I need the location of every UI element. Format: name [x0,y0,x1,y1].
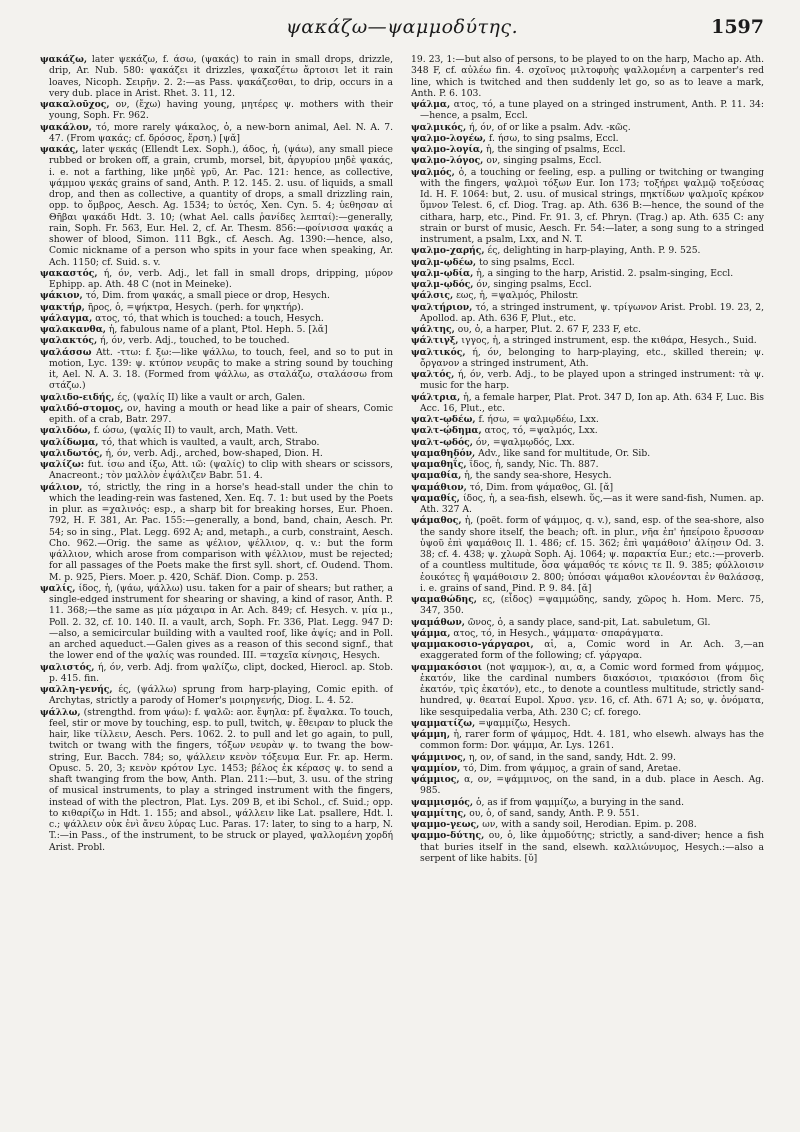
entry-definition: ον, (ἔχω) having young, μητέρες ψ. mothers with their young, Soph. Fr. 962. [49,99,393,122]
entry-headword: ψαμαθώδης, [411,594,477,605]
entry-headword: ψαμμο-γεως, [411,819,480,830]
entry-definition: ὁ, as if from ψαμμίζω, a burying in the sand. [475,796,685,808]
entry-headword: ψάλλω, [40,706,81,718]
entry-headword: ψαλιδωτός, [40,447,103,459]
entry-definition: ου, ὁ, like ἀμμοδύτης; strictly, a sand-diver; hence a fish that buries itself in the sand, elsewh. καλλιώνυμος, Hesych.:—also a serpent of like habits. [ῠ] [420,830,764,864]
entry-definition: τό, more rarely ψάκαλος, ὁ, a new-born animal, Ael. N. A. 7. 47. (From ψακάς; cf. δρόσος, ἕρση.) [ψᾰ] [49,121,393,144]
dictionary-entry [40,302,393,313]
entry-headword: ψαλακτός, [40,335,98,347]
entry-headword: ψαλακανθα, [40,324,106,335]
dictionary-entry [411,302,764,325]
dictionary-entry [411,482,764,493]
entry-headword: ψαμαθία, [411,470,462,482]
entry-definition: ἡ, (poët. form of ψάμμος, q. v.), sand, esp. of the sea-shore, also the sandy shore itself, the beach; oft. in plur., νῆα ἐπ' ἠπείροιο ἔρυσσαν ὑψοῦ ἐπὶ ψαμάθοις Il. 1. 486; cf. 15. 362; ἐπὶ ψαμάθοισ' ἁλίῃσιν Od. 3. 38; cf. 4. 438; ψ. χλωρὰ Soph. Aj. 1064; ψ. παρακτία Eur.; etc.:—proverb. of a countless multitude, ὅσα ψάμαθός τε κόνις τε Il. 9. 385; φύλλοισιν ἐοικότες ἢ ψαμάθοισιν 2. 800; ὑπόσαι ψάμαθοι κλονέονται ἐν θαλάσσᾳ, i. e. grains of sand, Pind. P. 9. 84. [ᾰ] [420,515,764,594]
entry-definition: ίδος, ἡ, (ψάω, ψάλλω) usu. taken for a pair of shears; but rather, a single-edged instrument for shearing or shaving, a kind of rasor, Anth. P. 11. 368;—the same as μία μάχαιρα in Ar. Ach. 849; cf. Hesych. v. μία μ., Poll. 2. 32, cf. 10. 140. II. a vault, arch, Soph. Fr. 336, Plat. Legg. 947 D:—also, a semicircular building with a vaulted roof, like ἁψίς; and in Poll. an arched aqueduct.—Galen gives as a reason of this second signf., that the lower end of the ψαλίς was rounded. III. =ταχεῖα κίνησις, Hesych. [49,582,393,662]
dictionary-entry [40,144,393,268]
entry-definition: to sing psalms, Eccl. [479,256,575,268]
entry-definition: ων, with a sandy soil, Herodian. Epim. p. 208. [482,819,697,830]
entry-definition: =ψαμμίζω, Hesych. [478,717,571,729]
dictionary-entry [40,54,393,99]
entry-headword: ψαλμο-λογία, [411,144,484,155]
entry-definition: (strengthd. from ψάω): f. ψαλῶ: aor. ἔψηλα: pf. ἔψαλκα. To touch, feel, stir or move by touching, esp. to pull, twitch, ψ. ἔθειραν to pluck the hair, like τίλλειν, Aesch. Pers. 1062. 2. to pull and let go again, to pull, twitch or twang with the fingers, τόξων νευρὰν ψ. to twang the bow-string, Eur. Bacch. 784; so, ψάλλειν κενὸν τόξευμα Eur. Fr. ap. Herm. Opusc. 5. 20, 3; κενὸν κρότον Lyc. 1453; βέλος ἐκ κέρασς ψ. to send a shaft twanging from the bow, Anth. Plan. 211:—but, 3. usu. of the string of musical instruments, to play a stringed instrument with the fingers, instead of with the plectron, Plat. Lys. 209 B, et ibi Schol., cf. Suid.; opp. to κιθαρίζω in Hdt. 1. 155; and absol., ψάλλειν like Lat. psallere, Hdt. l. c.; ψάλλειν οὐκ ἐνὶ ἄνευ λύρας Luc. Paras. 17: later, to sing to a harp, N. T.:—in Pass., of the instrument, to be struck or played, ψαλλομένη χορδή Arist. Probl. [49,706,393,853]
entry-definition: όν, =ψαλμῳδός, Lxx. [475,436,575,448]
entry-headword: ψακάζω, [40,54,88,65]
entry-definition: ατος, τό, that which is touched: a touch, Hesych. [95,312,324,324]
dictionary-entry [411,54,764,99]
entry-definition: ιγγος, ἡ, a stringed instrument, esp. the κιθάρα, Hesych., Suid. [461,335,757,347]
entry-headword: ψακτήρ, [40,301,85,313]
entry-definition: τό, strictly, the ring in a horse's head-stall under the chin to which the leading-rein was fastened, Xen. Eq. 7. 1: but used by the Poets in plur. as =χαλινός: esp., a sharp bit for breaking horses, Eur. Phoen. 792, H. F. 381, Ar. Pac. 155:—generally, a bond, band, chain, Aesch. Pr. 54; so in sing., Plat. Legg. 692 A; and, metaph., a curb, constraint, Aesch. Cho. 962.—Orig. the same as ψέλιον, ψέλλιον, q. v.: but the form ψάλλιον, which arose from comparison with ψέλλιον, must be rejected; for all passages of the Poets make the first syll. short, cf. Oudend. Thom. M. p. 925, Piers. Moer. p. 420, Schäf. Dion. Comp. p. 253. [49,481,393,583]
entry-headword: ψαμάθων, [411,616,465,628]
entry-headword: ψαλίς, [40,582,76,594]
dictionary-entry [40,437,393,448]
entry-headword: ψάλμα, [411,99,451,110]
entry-headword: ψαμμισμός, [411,796,474,808]
entry-headword: ψακάλον, [40,121,92,133]
entry-headword: ψακαλοῦχος, [40,99,110,110]
dictionary-entry [411,392,764,415]
entry-headword: ψάλαγμα, [40,312,93,324]
dictionary-entry [40,583,393,662]
entry-definition: ῆρος, ὁ, =ψήκτρα, Hesych. (perh. for ψηκτήρ). [87,301,304,313]
dictionary-entry [411,155,764,166]
dictionary-entry [40,122,393,145]
dictionary-entry [411,718,764,729]
entry-definition: ατος, τό, in Hesych., ψάμματα· σπαράγματα. [453,627,664,639]
entry-definition: αἱ, a, Comic word in Ar. Ach. 3,—an exaggerated form of the following; cf. γάργαρα. [420,639,764,662]
entry-headword: ψαμμακόσιοι [411,661,483,673]
entry-definition: ές, (ψαλίς II) like a vault or arch, Galen. [117,391,306,403]
dictionary-entry [411,808,764,819]
entry-headword: ψαλιστός, [40,661,95,673]
dictionary-entry [411,628,764,639]
dictionary-entry [40,324,393,335]
entry-headword: ψάλτρια, [411,391,461,403]
dictionary-entry [411,290,764,301]
dictionary-entry [40,707,393,853]
dictionary-entry [411,774,764,797]
entry-headword: ψαμματίζω, [411,717,476,729]
entry-definition: ΐδος, ἡ, sandy, Nic. Th. 887. [469,459,599,470]
entry-definition: ῶνος, ὁ, a sandy place, sand-pit, Lat. sabuletum, Gl. [467,616,711,628]
entry-definition: ή, όν, of or like a psalm. Adv. -κῶς. [469,121,631,133]
entry-definition: ή, όν, verb. Adj. from ψαλίζω, clipt, docked, Hierocl. ap. Stob. p. 415. fin. [49,661,393,684]
running-title: ψακάζω—ψαμμοδύτης. [285,16,519,38]
entry-definition: Att. -ττω: f. ξω:—like ψάλλω, to touch, feel, and so to put in motion, Lyc. 139: ψ. κτύπον νευρᾶς to make a string sound by touching it, Ael. N. A. 3. 18. (Formed from ψάλλω, as σταλάζω, σταλάσσω from στάζω.) [49,346,393,392]
dictionary-entry [40,403,393,426]
entry-definition: ές, delighting in harp-playing, Anth. P. 9. 525. [487,245,701,257]
entry-headword: ψάλτιγξ, [411,335,459,347]
dictionary-entry [411,347,764,370]
entry-headword: ψάμμινος, [411,751,466,763]
dictionary-entry [40,482,393,583]
entry-headword: ψαλτήριον, [411,301,473,313]
entry-definition: ου, ὁ, of sand, sandy, Anth. P. 9. 551. [469,807,640,819]
dictionary-entry [40,459,393,482]
entry-definition: ή, όν, verb. Adj., touched, to be touched. [100,335,290,347]
dictionary-entry [411,594,764,617]
entry-headword: ψαλμ-ῳδέω, [411,256,477,268]
entry-definition: (not ψαμμοκ-), αι, α, a Comic word formed from ψάμμος, ἑκατόν, like the cardinal numbers διακόσιοι, τριακόσιοι (from δὶς ἑκατόν, τρὶς ἑκατόν), etc., to denote a countless multitude, strictly sand-hundred, ψ. θεαταί Eupol. Χρυσ. γεν. 16, cf. Ath. 671 A; so, ψ. ὀνόματα, like sesquipedalia verba, Ath. 230 C; cf. forego. [420,661,764,718]
dictionary-entry [40,448,393,459]
entry-definition: ὁ, a touching or feeling, esp. a pulling or twitching or twanging with the fingers, ψαλμοὶ τόξων Eur. Ion 173; τοξήρει ψαλμῷ τοξεύσας Id. H. F. 1064: but, 2. usu. of musical strings, πηκτίδων ψαλμοῖς κρέκον ὕμνον Telest. 6, cf. Diog. Trag. ap. Ath. 636 B:—hence, the sound of the cithara, harp, etc., Pind. Fr. 91. 3, cf. Phryn. (Trag.) ap. Ath. 635 C: any strain or burst of music, Aesch. Fr. 54:—later, a song sung to a stringed instrument, a psalm, Lxx, and N. T. [420,166,764,245]
right-column [411,54,764,1120]
entry-definition: later ψεκάς (Ellendt Lex. Soph.), άδος, ἡ, (ψάω), any small piece rubbed or broken off, a grain, crumb, morsel, bit, ἀργυρίου μηδὲ ψακάς, i. e. not a farthing, like μηδὲ γρῦ, Ar. Pac. 121: hence, as collective, ψάμμου ψεκάς grains of sand, Anth. P. 12. 145. 2. usu. of liquids, a small drop, and then as collective, a quantity of drops, a small drizzling rain, opp. to ὄμβρος, Aesch. Ag. 1534; to ὑετός, Xen. Cyn. 5. 4; ὑεθησαν αἱ Θῆβαι ψακάδι Hdt. 3. 10; (what Ael. calls ῥανίδες λεπταί):—generally, rain, Soph. Fr. 563, Eur. Hel. 2, cf. Ar. Thesm. 856:—φοίνισσα ψακάς a shower of blood, Simon. 111 Bgk., cf. Aesch. Ag. 1390:—hence, also, Comic nickname of a person who spits in your face when speaking, Ar. Ach. 1150; cf. Suid. s. v. [49,144,393,268]
entry-headword: ψαμμίον, [411,762,461,774]
entry-headword: ψαλμο-λογέω, [411,132,486,144]
entry-definition: ατος, τό, =ψαλμός, Lxx. [484,425,598,437]
entry-headword: ψάκιον, [40,290,83,302]
dictionary-entry [411,470,764,481]
entry-headword: ψάμμη, [411,729,451,740]
entry-definition: ές, (ψάλλω) sprung from harp-playing, Comic epith. of Archytas, strictly a parody of Homer's μοιρηγενής, Diog. L. 4. 52. [49,684,393,707]
entry-headword: ψαλτός, [411,369,455,380]
dictionary-entry [411,437,764,448]
dictionary-entry [411,99,764,122]
entry-definition: η, ον, of sand, in the sand, sandy, Hdt. 2. 99. [468,751,676,763]
entry-definition: ου, ὁ, a harper, Plut. 2. 67 F, 233 F, etc. [457,324,641,335]
entry-definition: ατος, τό, a tune played on a stringed instrument, Anth. P. 11. 34:—hence, a psalm, Eccl. [420,99,764,122]
dictionary-entry [40,290,393,301]
entry-definition: ον, having a mouth or head like a pair of shears, Comic epith. of a crab, Batr. 297. [49,402,393,425]
dictionary-entry [411,617,764,628]
entry-headword: ψάλτης, [411,324,455,335]
entry-definition: ἡ, a female harper, Plat. Prot. 347 D, Ion ap. Ath. 634 F, Luc. Bis Acc. 16, Plut., etc. [420,391,764,414]
entry-headword: ψάλσις, [411,290,454,302]
dictionary-entry [411,639,764,662]
entry-headword: ψαμαθηΐς, [411,459,467,470]
entry-definition: ή, όν, belonging to harp-playing, etc., skilled therein; ψ. ὄργανον a stringed instrument, Ath. [420,346,764,369]
entry-definition: όν, singing psalms, Eccl. [476,279,592,290]
entry-headword: ψαμαθίς, [411,492,460,504]
entry-headword: ψαλάσσω [40,346,92,358]
entry-definition: ον, singing psalms, Eccl. [486,155,602,167]
entry-definition: ή, όν, verb. Adj., let fall in small drops, dripping, μύρον Ephipp. ap. Ath. 48 C (not in Meineke). [49,267,393,290]
dictionary-entry [411,369,764,392]
dictionary-entry [411,335,764,346]
entry-headword: ψαλτ-ῴδημα, [411,425,482,437]
dictionary-entry [411,448,764,459]
dictionary-entry [411,245,764,256]
entry-definition: τό, Dim. from ψακάς, a small piece or drop, Hesych. [85,290,330,302]
entry-definition: ἡ, fabulous name of a plant, Ptol. Heph. 5. [λᾰ] [108,324,328,335]
entry-headword: ψαλίδωμα, [40,436,99,448]
entry-definition: ή, όν, verb. Adj., arched, bow-shaped, Dion. H. [105,447,323,459]
left-column [40,54,393,1120]
entry-headword: ψαλμικός, [411,121,467,133]
dictionary-entry [411,515,764,594]
dictionary-entry [411,167,764,246]
entry-headword: ψαμμίτης, [411,807,467,819]
entry-headword: ψαλιδο-ειδής, [40,391,115,403]
entry-definition: 19. 23, 1:—but also of persons, to be played to on the harp, Macho ap. Ath. 348 F, cf. αὐλέω fin. 4. σχοῖνος μιλτοφυὴς ψαλλομένη a carpenter's red line, which is twitched and then suddenly let go, so as to leave a mark, Anth. P. 6. 103. [411,54,764,99]
dictionary-entry [411,797,764,808]
dictionary-entry [40,392,393,403]
dictionary-entry [40,425,393,436]
dictionary-entry [411,414,764,425]
entry-definition: τό, Dim. from ψάμαθος, Gl. [ᾰ] [469,481,614,493]
dictionary-entry [40,347,393,392]
dictionary-entry [411,257,764,268]
entry-headword: ψαλμο-χαρής, [411,245,485,257]
entry-definition: τό, a stringed instrument, ψ. τρίγωνον Arist. Probl. 19. 23, 2, Apollod. ap. Ath. 636 F, Plut., etc. [420,301,764,324]
entry-definition: α, ον, =ψάμμινος, on the sand, in a dub. place in Aesch. Ag. 985. [420,774,764,797]
entry-headword: ψάμμα, [411,627,451,639]
entry-definition: τό, Dim. from ψάμμος, a grain of sand, Aretae. [463,762,681,774]
entry-headword: ψαλίζω: [40,459,85,470]
entry-definition: later ψεκάζω, f. άσω, (ψακάς) to rain in small drops, drizzle, drip, Ar. Nub. 580: ψακάζει it drizzles, ψακαζέτω ἄρτοισι let it rain loaves, Nicoph. Σειρῆν. 2. 2:—as Pass. ψακάζεσθαι, to drip, occurs in a very dub. place in Arist. Rhet. 3. 11, 12. [49,54,393,99]
entry-definition: ἡ, a singing to the harp, Aristid. 2. psalm-singing, Eccl. [476,267,734,279]
entry-headword: ψαλτ-ῳδός, [411,436,473,448]
dictionary-entry [411,819,764,830]
dictionary-entry [40,684,393,707]
entry-headword: ψαμάθιον, [411,481,467,493]
page-header [40,16,764,46]
dictionary-entry [411,662,764,718]
entry-headword: ψαλιδό-στομος, [40,402,124,414]
entry-definition: ες, (εἶδος) =ψαμμώδης, sandy, χῶρος h. Hom. Merc. 75, 347, 350. [420,594,764,617]
dictionary-entry [40,99,393,122]
dictionary-entry [411,324,764,335]
entry-definition: ἡ, the singing of psalms, Eccl. [486,144,626,155]
entry-definition: f. ήσω, = ψαλμῳδέω, Lxx. [478,414,599,425]
dictionary-entry [40,268,393,291]
entry-headword: ψαλμο-λόγος, [411,155,484,167]
entry-definition: ἡ, the sandy sea-shore, Hesych. [464,470,612,482]
entry-headword: ψαλμός, [411,166,455,178]
entry-definition: ἡ, rarer form of ψάμμος, Hdt. 4. 181, who elsewh. always has the common form: Dor. ψάμμα, Ar. Lys. 1261. [420,729,764,752]
entry-definition: τό, that which is vaulted, a vault, arch, Strabo. [101,436,320,448]
entry-headword: ψάλιον, [40,481,83,493]
entry-definition: ίδος, ἡ, a sea-fish, elsewh. ὕς,—as it were sand-fish, Numen. ap. Ath. 327 A. [420,492,764,515]
dictionary-entry [40,313,393,324]
entry-headword: ψαλτ-ῳδέω, [411,414,476,425]
entry-headword: ψακάς, [40,144,79,155]
entry-headword: ψάμμιος, [411,774,460,785]
dictionary-entry [411,752,764,763]
entry-headword: ψαλλη-γενής, [40,684,113,695]
dictionary-entry [411,268,764,279]
entry-definition: ή, όν, verb. Adj., to be played upon a stringed instrument: τὰ ψ. music for the harp. [420,369,764,392]
entry-headword: ψαμαθηδόν, [411,447,476,459]
entry-definition: fut. ίσω and ίξω, Att. ιῶ: (ψαλίς) to clip with shears or scissors, Anacreont.; τὸν μαλλὸν ἐψάλιζεν Babr. 51. 4. [49,459,393,482]
dictionary-entry [411,425,764,436]
entry-headword: ψακαστός, [40,267,98,279]
entry-headword: ψαλιδόω, [40,425,91,437]
dictionary-entry [411,830,764,864]
entry-definition: εως, ἡ, =ψαλμός, Philostr. [456,290,579,302]
dictionary-entry [40,662,393,685]
dictionary-entry [411,763,764,774]
entry-headword: ψαμμο-δύτης, [411,830,485,842]
dictionary-entry [411,459,764,470]
dictionary-entry [411,122,764,133]
page-number: 1597 [711,16,764,38]
dictionary-entry [411,144,764,155]
dictionary-entry [40,335,393,346]
dictionary-entry [411,133,764,144]
entry-headword: ψαλμ-ῳδός, [411,279,474,290]
entry-headword: ψάμαθος, [411,515,462,527]
dictionary-entry [411,279,764,290]
entry-headword: ψαμμακοσιο-γάργαροι, [411,639,534,650]
entry-headword: ψαλμ-ῳδία, [411,267,474,279]
entry-definition: f. ήσω, to sing psalms, Eccl. [488,132,619,144]
dictionary-body [40,54,764,1120]
entry-definition: Adv., like sand for multitude, Or. Sib. [478,447,651,459]
dictionary-entry [411,729,764,752]
entry-headword: ψαλτικός, [411,346,466,358]
dictionary-entry [411,493,764,516]
entry-definition: f. ώσω, (ψαλίς II) to vault, arch, Math. Vett. [93,425,298,437]
